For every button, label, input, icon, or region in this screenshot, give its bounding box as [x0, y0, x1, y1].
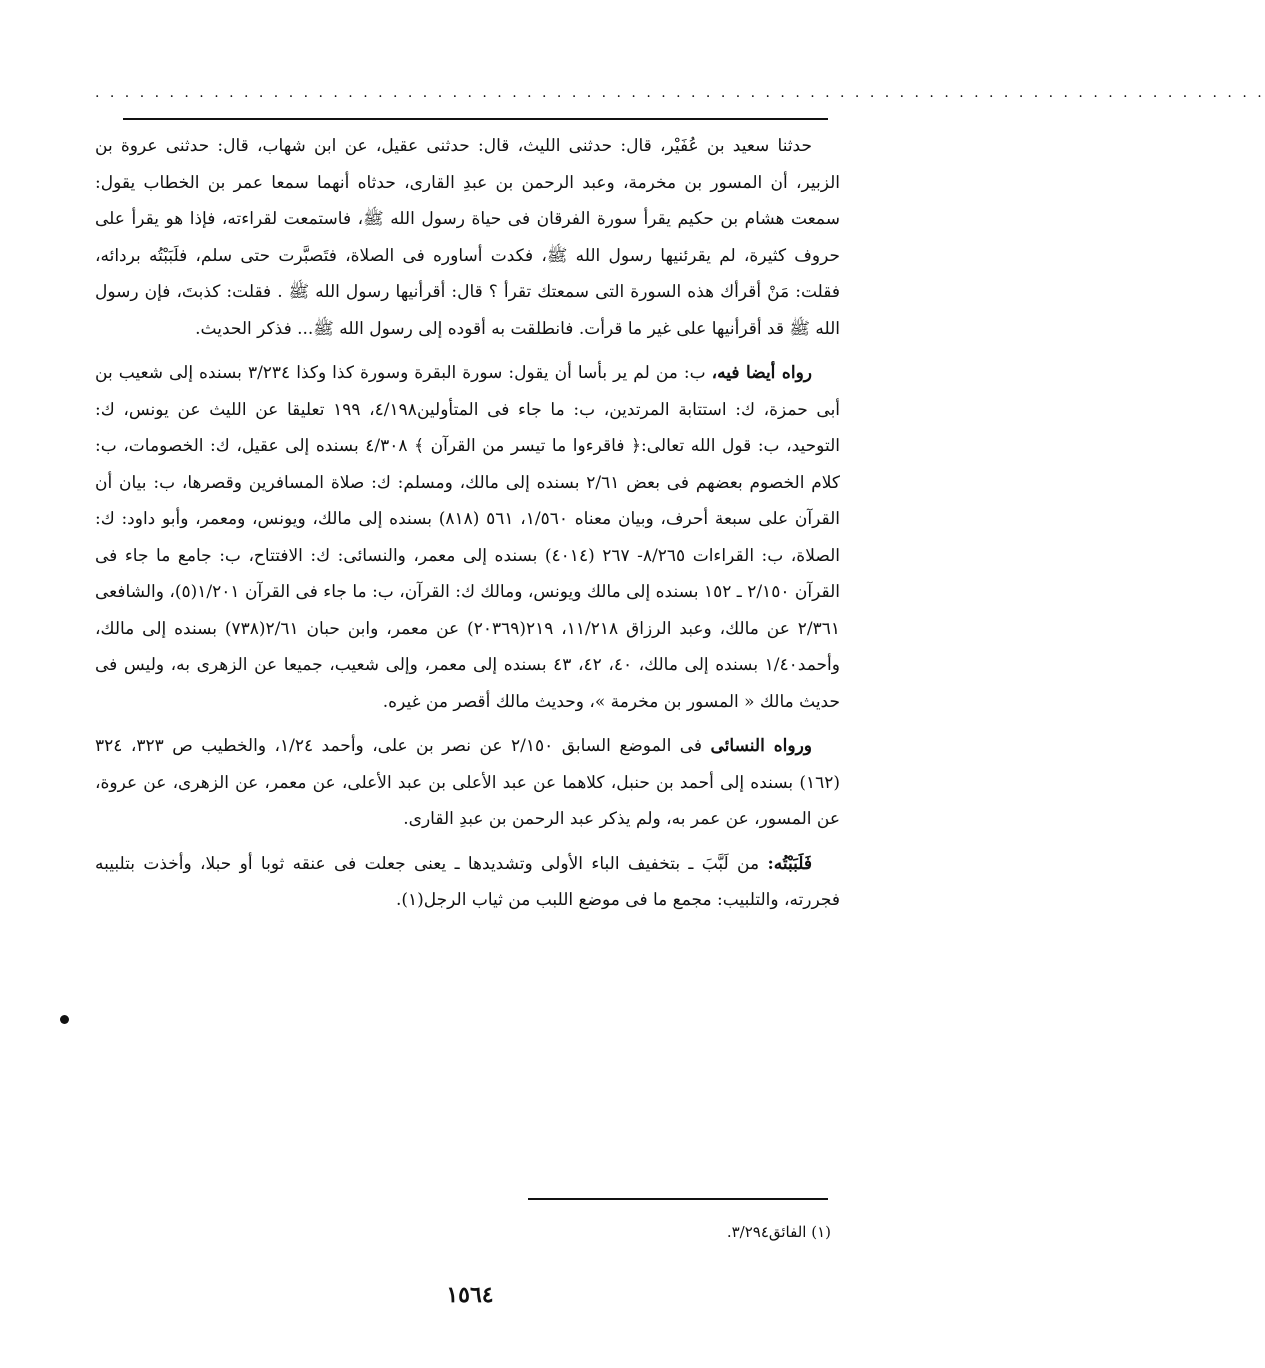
paragraph-text: من لَبَّبَ ـ بتخفيف الباء الأولى وتشديدها ـ يعنى جعلت فى عنقه ثوبا أو حبلا، وأخذت بتلبيبه فجررته، والتلبيب: مجمع ما فى موضع اللبب من ثياب الرجل(١).	[95, 853, 840, 910]
footnote-rule	[528, 1198, 828, 1200]
paragraph-text: ب: من لم ير بأسا أن يقول: سورة البقرة وسورة كذا وكذا ٣/٢٣٤ بسنده إلى شعيب بن أبى حمزة، ك: استتابة المرتدين، ب: ما جاء فى المتأولين٤/١٩٨، ١٩٩ تعليقا عن الليث عن يونس، ك: التوحيد، ب: قول الله تعالى:﴿ فاقرءوا ما تيسر من القرآن ﴾ ٤/٣٠٨ بسنده إلى عقيل، ك: الخصومات، ب: كلام الخصوم بعضهم فى بعض ٢/٦١ بسنده إلى مالك، ومسلم: ك: صلاة المسافرين وقصرها، ب: بيان أن القرآن على سبعة أحرف، وبيان معناه ١/٥٦٠، ٥٦١ (٨١٨) بسنده إلى مالك، ويونس، ومعمر، وأبو داود: ك: الصلاة، ب: القراءات ٨/٢٦٥- ٢٦٧ (٤٠١٤) بسنده إلى معمر، والنسائى: ك: الافتتاح، ب: جامع ما جاء فى القرآن ٢/١٥٠ ـ ١٥٢ بسنده إلى مالك ويونس، ومالك ك: القرآن، ب: ما جاء فى القرآن ١/٢٠١(٥)، والشافعى ٢/٣٦١ عن مالك، وعبد الرزاق ١١/٢١٨، ٢١٩(٢٠٣٦٩) عن معمر، وابن حبان ٢/٦١(٧٣٨) بسنده إلى مالك، وأحمد١/٤٠ بسنده إلى مالك، ٤٠، ٤٢، ٤٣ بسنده إلى معمر، وإلى شعيب، جميعا عن الزهرى به، وليس فى حديث مالك « المسور بن مخرمة »، وحديث مالك أقصر من غيره.	[95, 363, 841, 712]
footnote: (١) الفائق٣/٢٩٤.	[726, 1223, 831, 1241]
header-rule	[123, 118, 828, 120]
header-dotted-line: . . . . . . . . . . . . . . . . . . . . . . . . . . . . . . . . . . . . . . . . . . . . . . . . . . . . . . . . . . . . . . . . . . . . . . . . . . . . . . .	[95, 85, 1265, 101]
paragraph-text: حدثنا سعيد بن عُفَيْر، قال: حدثنى الليث، قال: حدثنى عقيل، عن ابن شهاب، قال: حدثنى عروة بن الزبير، أن المسور بن مخرمة، وعبد الرحمن بن عبدِ القارى، حدثاه أنهما سمعا عمر بن الخطاب يقول: سمعت هشام بن حكيم يقرأ سورة الفرقان فى حياة رسول الله ﷺ، فاستمعت لقراءته، فإذا هو يقرأ على حروف كثيرة، لم يقرئنيها رسول الله ﷺ، فكدت أساوره فى الصلاة، فتَصبَّرت حتى سلم، فلَبَبْتُه بردائه، فقلت: مَنْ أقرأك هذه السورة التى سمعتك تقرأ ؟ قال: أقرأنيها رسول الله ﷺ . فقلت: كذبتَ، فإن رسول الله ﷺ قد أقرأنيها على غير ما قرأت. فانطلقت به أقوده إلى رسول الله ﷺ... فذكر الحديث.	[95, 136, 840, 339]
main-text	[95, 128, 840, 919]
takhrij-paragraph	[95, 355, 840, 720]
margin-dot	[60, 1015, 69, 1024]
nasai-paragraph	[95, 728, 840, 838]
page-number: ١٥٦٤	[446, 1282, 494, 1308]
paragraph-lead: فَلَبَبْتُه:	[767, 853, 812, 874]
paragraph-lead: رواه أيضا فيه،	[711, 363, 812, 383]
paragraph-lead: ورواه النسائى	[710, 736, 813, 756]
gloss-paragraph	[95, 846, 840, 919]
paragraph-text: فى الموضع السابق ٢/١٥٠ عن نصر بن على، وأحمد ١/٢٤، والخطيب ص ٣٢٣، ٣٢٤ (١٦٢) بسنده إلى أحمد بن حنبل، كلاهما عن عبد الأعلى بن عبد الأعلى، عن معمر، عن الزهرى، عن عروة، عن المسور، عن عمر به، ولم يذكر عبد الرحمن بن عبدِ القارى.	[95, 736, 840, 829]
hadith-paragraph	[95, 128, 840, 347]
